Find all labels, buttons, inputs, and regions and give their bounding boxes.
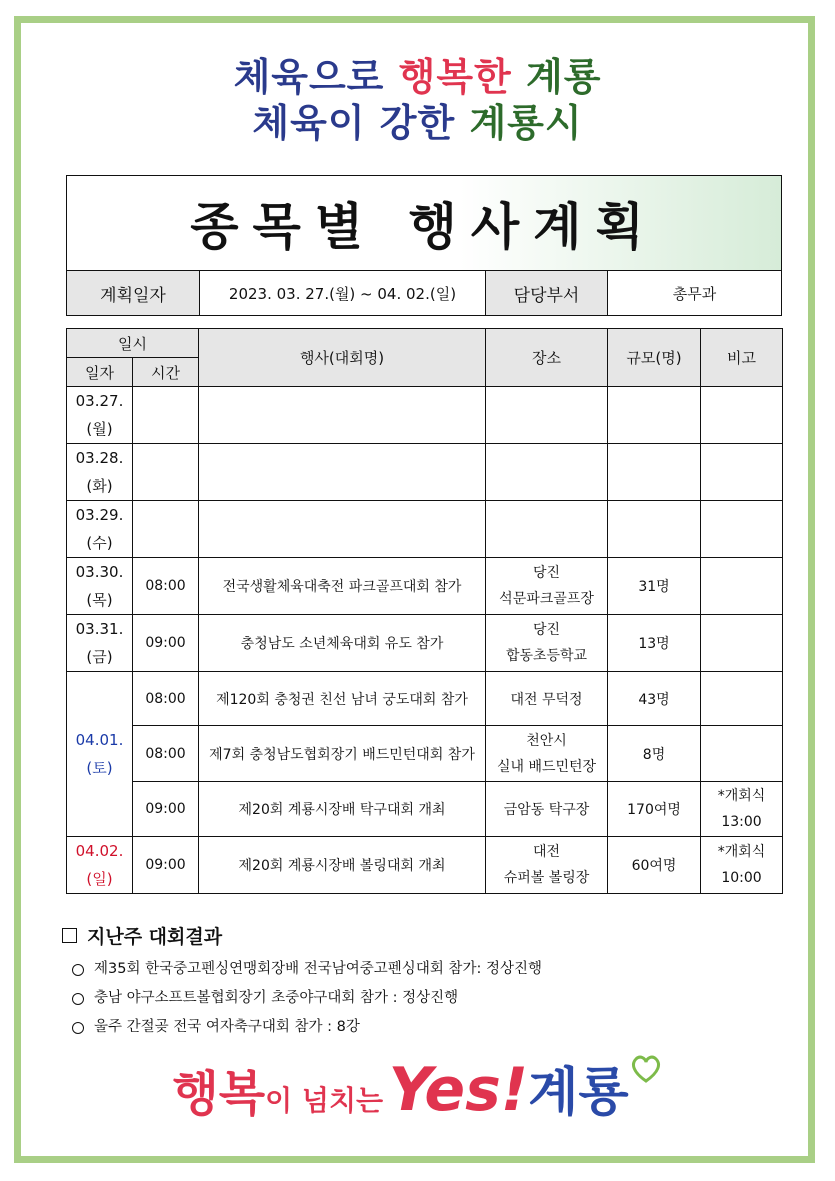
date-cell: 03.28. (화) — [67, 444, 133, 501]
place-cell: 천안시 실내 배드민턴장 — [486, 726, 608, 782]
table-row — [67, 615, 783, 672]
date-cell: 03.30. (목) — [67, 558, 133, 615]
table-row — [67, 501, 783, 558]
table-row — [67, 726, 783, 782]
event-cell — [199, 387, 486, 444]
note-cell — [701, 387, 783, 444]
slogan-part: 계룡 — [526, 55, 602, 99]
time-cell: 08:00 — [133, 672, 199, 726]
header-note: 비고 — [701, 329, 783, 387]
time-cell — [133, 387, 199, 444]
scale-cell: 13명 — [608, 615, 701, 672]
result-text: 제35회 한국중고펜싱연맹회장배 전국남여중고펜싱대회 참가: 정상진행 — [94, 961, 542, 977]
slogan-part: Yes! — [388, 1055, 529, 1125]
results-list — [72, 955, 542, 1042]
scale-cell: 8명 — [608, 726, 701, 782]
table-row — [67, 672, 783, 726]
header-event: 행사(대회명) — [199, 329, 486, 387]
scale-cell: 43명 — [608, 672, 701, 726]
time-cell: 08:00 — [133, 558, 199, 615]
note-cell — [701, 726, 783, 782]
scale-cell — [608, 387, 701, 444]
period-label: 계획일자 — [67, 271, 200, 315]
event-cell: 전국생활체육대축전 파크골프대회 참가 — [199, 558, 486, 615]
scale-cell: 60여명 — [608, 837, 701, 894]
header-scale: 규모(명) — [608, 329, 701, 387]
place-cell: 금암동 탁구장 — [486, 782, 608, 837]
event-schedule-table — [66, 328, 783, 894]
square-bullet-icon — [62, 928, 77, 943]
bottom-slogan-logo — [0, 1050, 835, 1125]
note-cell — [701, 672, 783, 726]
plan-info-bar — [66, 271, 782, 316]
place-cell — [486, 444, 608, 501]
circle-bullet-icon — [72, 964, 84, 976]
list-item — [72, 1013, 542, 1042]
slogan-line-2 — [0, 92, 835, 147]
place-cell: 대전 슈퍼볼 볼링장 — [486, 837, 608, 894]
note-cell — [701, 558, 783, 615]
event-cell: 충청남도 소년체육대회 유도 참가 — [199, 615, 486, 672]
slogan-part: 체육이 강한 — [252, 101, 456, 145]
note-cell: *개회식 13:00 — [701, 782, 783, 837]
note-cell — [701, 444, 783, 501]
table-row — [67, 444, 783, 501]
scale-cell — [608, 444, 701, 501]
slogan-part: 행복한 — [398, 55, 512, 99]
note-cell — [701, 501, 783, 558]
results-heading-text: 지난주 대회결과 — [87, 926, 223, 948]
results-heading — [62, 922, 222, 949]
scale-cell: 170여명 — [608, 782, 701, 837]
place-cell — [486, 387, 608, 444]
table-row — [67, 387, 783, 444]
circle-bullet-icon — [72, 1022, 84, 1034]
table-row — [67, 837, 783, 894]
list-item — [72, 984, 542, 1013]
header-row — [67, 329, 783, 358]
note-cell: *개회식 10:00 — [701, 837, 783, 894]
note-cell — [701, 615, 783, 672]
slogan-part: 계룡 — [528, 1063, 629, 1123]
date-cell: 03.29. (수) — [67, 501, 133, 558]
event-cell: 제20회 계룡시장배 볼링대회 개최 — [199, 837, 486, 894]
result-text: 울주 간절곶 전국 여자축구대회 참가 : 8강 — [94, 1019, 360, 1035]
slogan-part: 행복 — [172, 1066, 266, 1122]
time-cell — [133, 444, 199, 501]
event-cell: 제7회 충청남도협회장기 배드민턴대회 참가 — [199, 726, 486, 782]
dept-label: 담당부서 — [486, 271, 608, 315]
place-cell: 당진 합동초등학교 — [486, 615, 608, 672]
time-cell — [133, 501, 199, 558]
time-cell: 09:00 — [133, 837, 199, 894]
slogan-part: 계룡시 — [469, 101, 583, 145]
slogan-part: 이 넘치는 — [265, 1084, 384, 1117]
list-item — [72, 955, 542, 984]
period-value: 2023. 03. 27.(월) ~ 04. 02.(일) — [200, 271, 486, 315]
time-cell: 08:00 — [133, 726, 199, 782]
time-cell: 09:00 — [133, 615, 199, 672]
document-title-box — [66, 175, 782, 271]
event-cell: 제20회 계룡시장배 탁구대회 개최 — [199, 782, 486, 837]
table-row — [67, 782, 783, 837]
date-cell: 03.31. (금) — [67, 615, 133, 672]
event-cell — [199, 444, 486, 501]
header-date: 일자 — [67, 358, 133, 387]
time-cell: 09:00 — [133, 782, 199, 837]
event-cell: 제120회 충청권 친선 남녀 궁도대회 참가 — [199, 672, 486, 726]
scale-cell — [608, 501, 701, 558]
slogan-part: 체육으로 — [233, 55, 385, 99]
header-time: 시간 — [133, 358, 199, 387]
place-cell: 당진 석문파크골프장 — [486, 558, 608, 615]
header-place: 장소 — [486, 329, 608, 387]
table-row — [67, 558, 783, 615]
scale-cell: 31명 — [608, 558, 701, 615]
date-cell-saturday: 04.01. (토) — [67, 672, 133, 837]
document-title: 종목별 행사계획 — [190, 198, 658, 256]
header-datetime: 일시 — [67, 329, 199, 358]
date-cell: 03.27. (월) — [67, 387, 133, 444]
circle-bullet-icon — [72, 993, 84, 1005]
place-cell: 대전 무덕정 — [486, 672, 608, 726]
place-cell — [486, 501, 608, 558]
event-cell — [199, 501, 486, 558]
heart-icon — [629, 1054, 663, 1084]
result-text: 충남 야구소프트볼협회장기 초중야구대회 참가 : 정상진행 — [94, 990, 459, 1006]
dept-value: 총무과 — [672, 284, 717, 303]
date-cell-sunday: 04.02. (일) — [67, 837, 133, 894]
